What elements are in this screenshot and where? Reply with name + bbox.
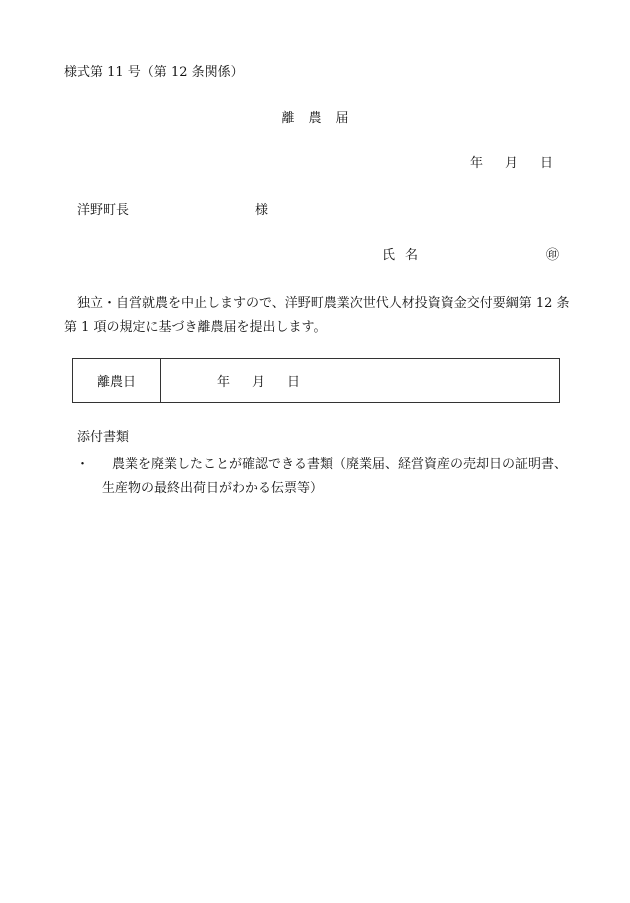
date-year-label: 年 xyxy=(470,156,484,171)
body-text: 独立・自営就農を中止しますので、洋野町農業次世代人材投資資金交付要綱第 12 条第 1 項の規定に基づき離農届を提出します。 xyxy=(64,296,570,335)
attachment-bullet: ・ xyxy=(76,457,90,472)
attachment-item xyxy=(64,453,578,501)
seal-mark: ㊞ xyxy=(546,248,560,263)
retirement-month-label: 月 xyxy=(252,375,266,390)
attachments-heading: 添付書類 xyxy=(77,430,130,445)
date-day-label: 日 xyxy=(540,156,554,171)
addressee-name: 洋野町長 xyxy=(77,203,130,218)
retirement-date-field[interactable] xyxy=(161,359,559,402)
submission-date xyxy=(470,156,553,172)
applicant-name-label: 氏名 xyxy=(382,248,429,263)
retirement-day-label: 日 xyxy=(287,375,301,390)
retirement-date-table xyxy=(72,358,560,403)
addressee-suffix: 様 xyxy=(255,203,269,218)
form-number: 様式第 11 号（第 12 条関係） xyxy=(64,65,244,80)
retirement-year-label: 年 xyxy=(217,375,231,390)
retirement-date-label: 離農日 xyxy=(73,359,161,402)
document-title: 離農届 xyxy=(281,111,363,126)
date-month-label: 月 xyxy=(505,156,519,171)
attachment-text: 農業を廃業したことが確認できる書類（廃業届、経営資産の売却日の証明書、生産物の最終出荷日がわかる伝票等） xyxy=(102,457,568,496)
